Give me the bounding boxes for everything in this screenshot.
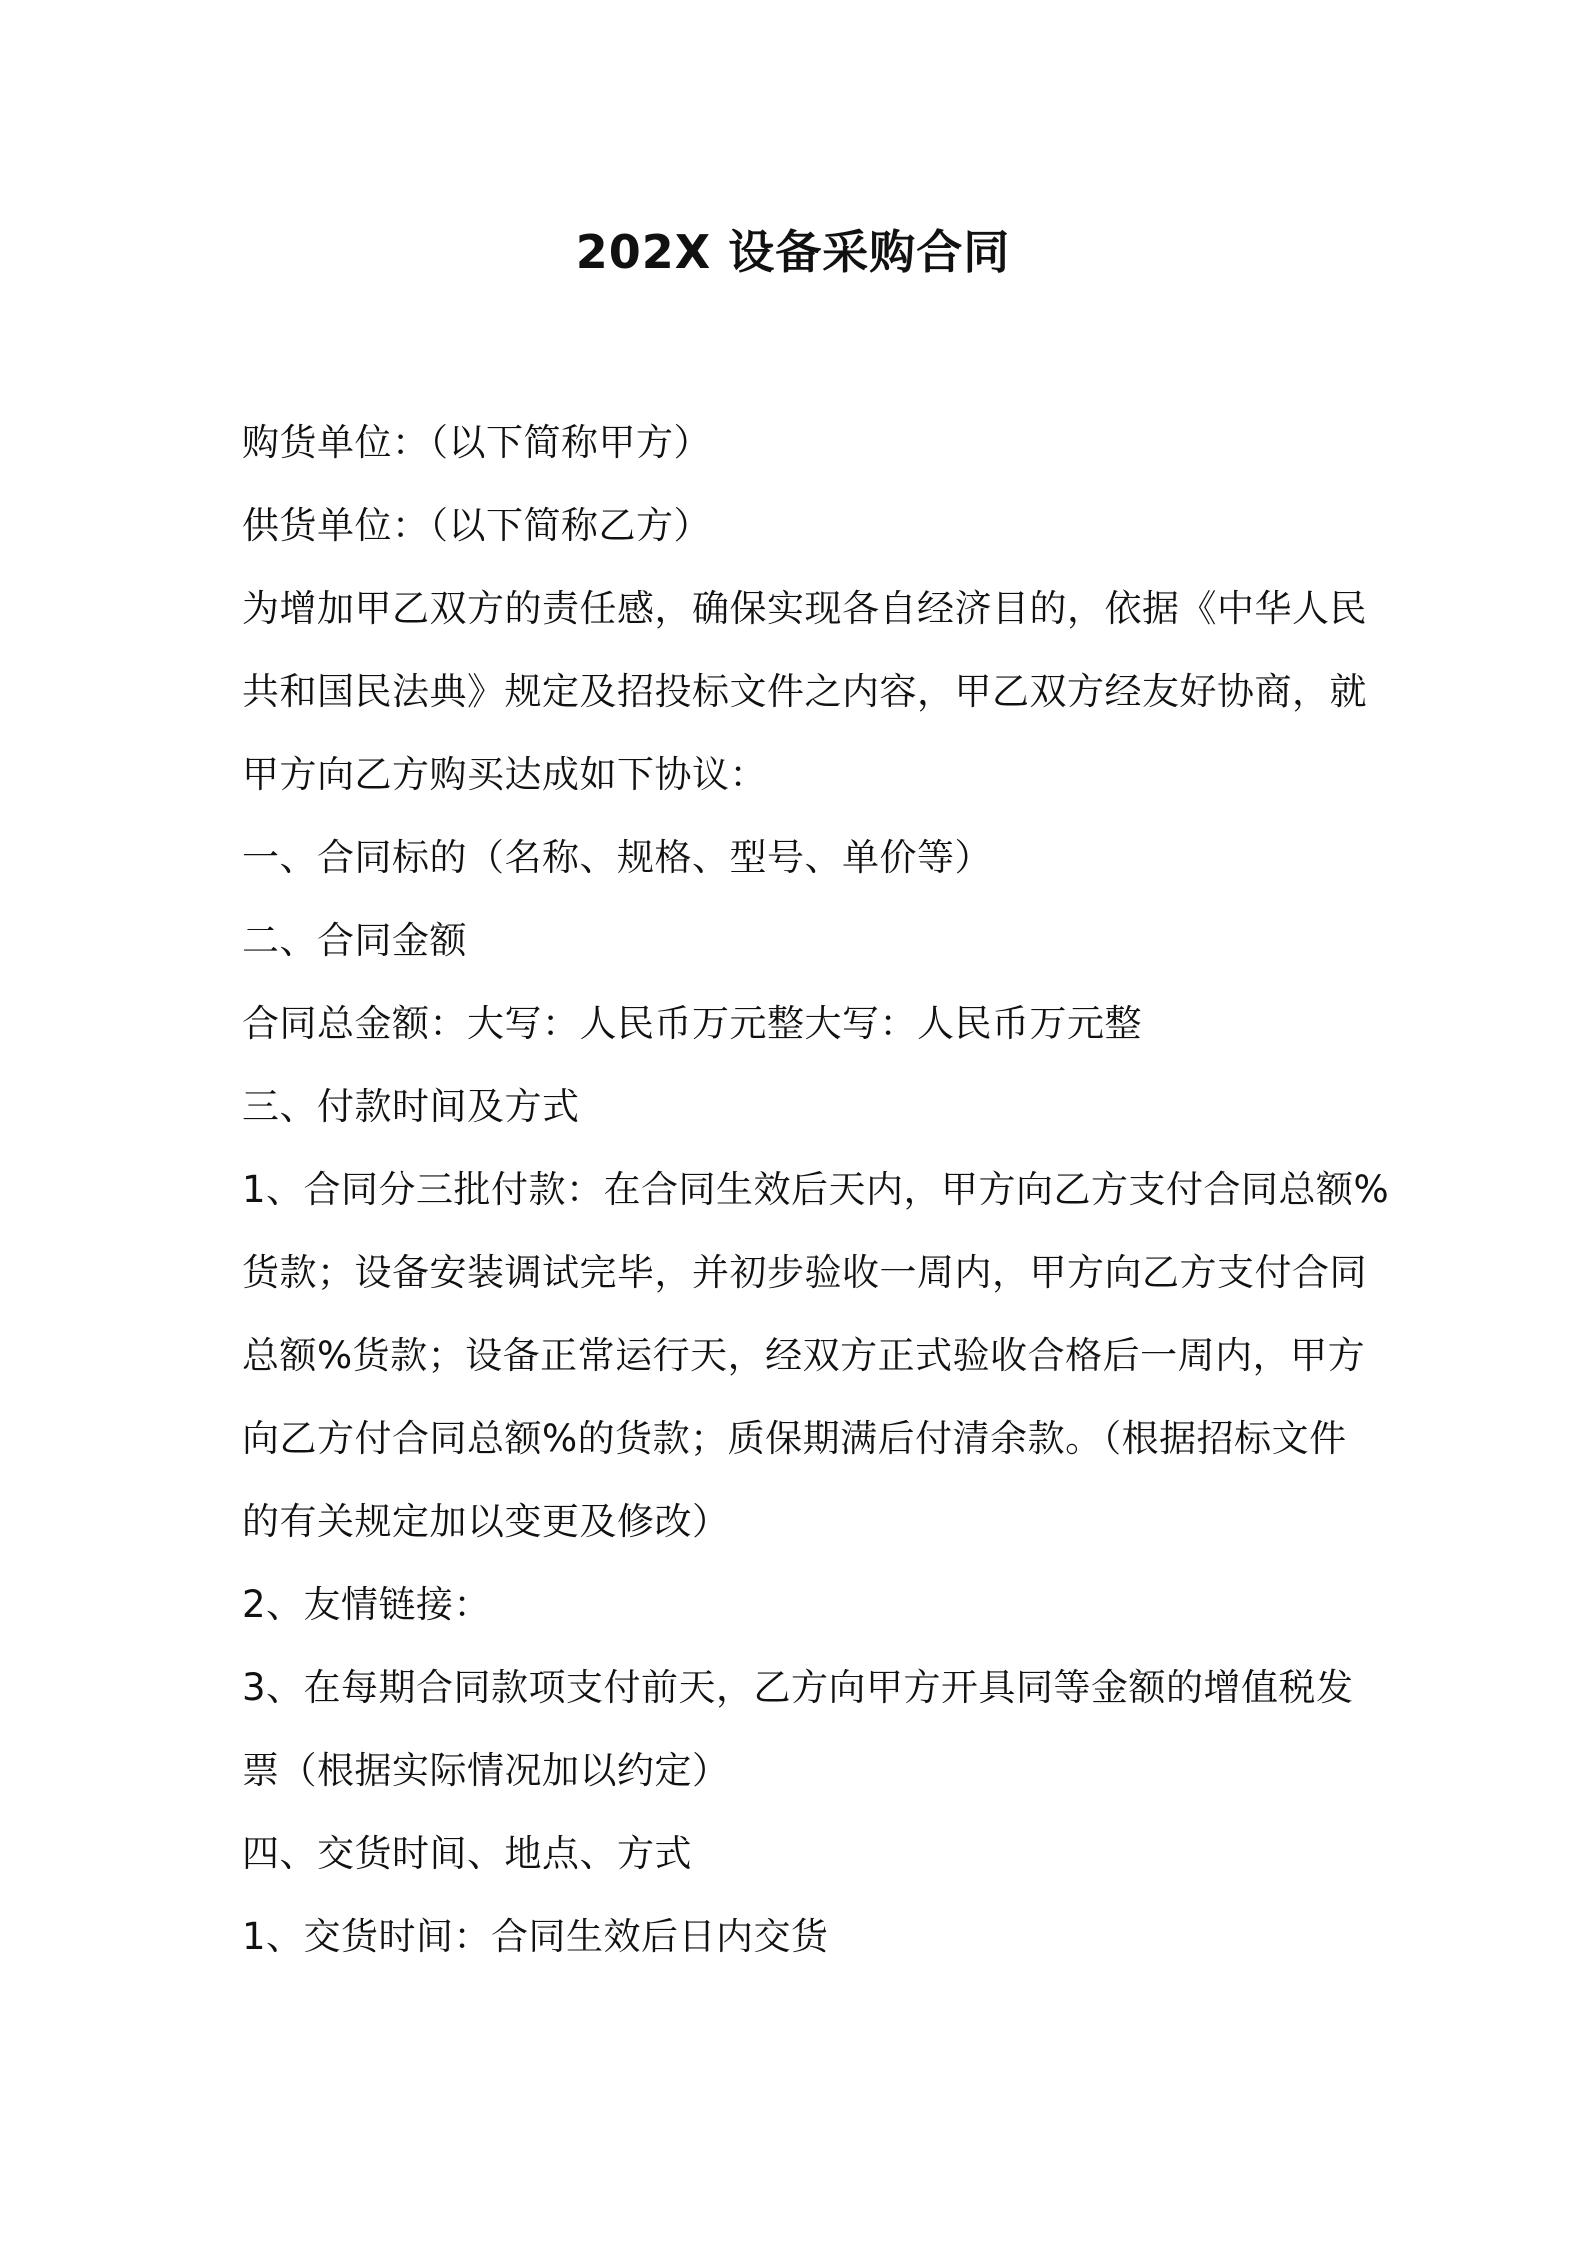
text-line-preamble-2: 共和国民法典》规定及招投标文件之内容，甲乙双方经友好协商，就 (242, 670, 1367, 713)
document-title: 202X 设备采购合同 (575, 225, 1011, 279)
text-line-invoice-2: 票（根据实际情况加以约定） (242, 1749, 730, 1792)
section-heading-amount: 二、合同金额 (242, 919, 467, 962)
text-line-supplier: 供货单位：（以下简称乙方） (242, 504, 711, 547)
text-line-payment-4: 向乙方付合同总额%的货款；质保期满后付清余款。（根据招标文件 (242, 1417, 1347, 1460)
text-line-total-amount: 合同总金额：大写：人民币万元整大写：人民币万元整 (242, 1002, 1142, 1045)
text-line-invoice-1: 3、在每期合同款项支付前天，乙方向甲方开具同等金额的增值税发 (242, 1666, 1354, 1709)
text-line-payment-5: 的有关规定加以变更及修改） (242, 1500, 730, 1543)
text-line-preamble-3: 甲方向乙方购买达成如下协议： (242, 753, 767, 796)
text-line-payment-1: 1、合同分三批付款：在合同生效后天内，甲方向乙方支付合同总额% (242, 1168, 1390, 1211)
text-line-links: 2、友情链接： (242, 1583, 492, 1626)
section-heading-subject: 一、合同标的（名称、规格、型号、单价等） (242, 836, 992, 879)
document-body (242, 401, 1390, 1978)
text-line-payment-3: 总额%货款；设备正常运行天，经双方正式验收合格后一周内，甲方 (242, 1334, 1366, 1377)
text-line-payment-2: 货款；设备安装调试完毕，并初步验收一周内，甲方向乙方支付合同 (242, 1251, 1367, 1294)
text-line-preamble-1: 为增加甲乙双方的责任感，确保实现各自经济目的，依据《中华人民 (242, 587, 1367, 630)
text-line-buyer: 购货单位：（以下简称甲方） (242, 421, 711, 464)
text-line-delivery-time: 1、交货时间：合同生效后日内交货 (242, 1915, 829, 1958)
section-heading-delivery: 四、交货时间、地点、方式 (242, 1832, 692, 1875)
section-heading-payment: 三、付款时间及方式 (242, 1085, 580, 1128)
